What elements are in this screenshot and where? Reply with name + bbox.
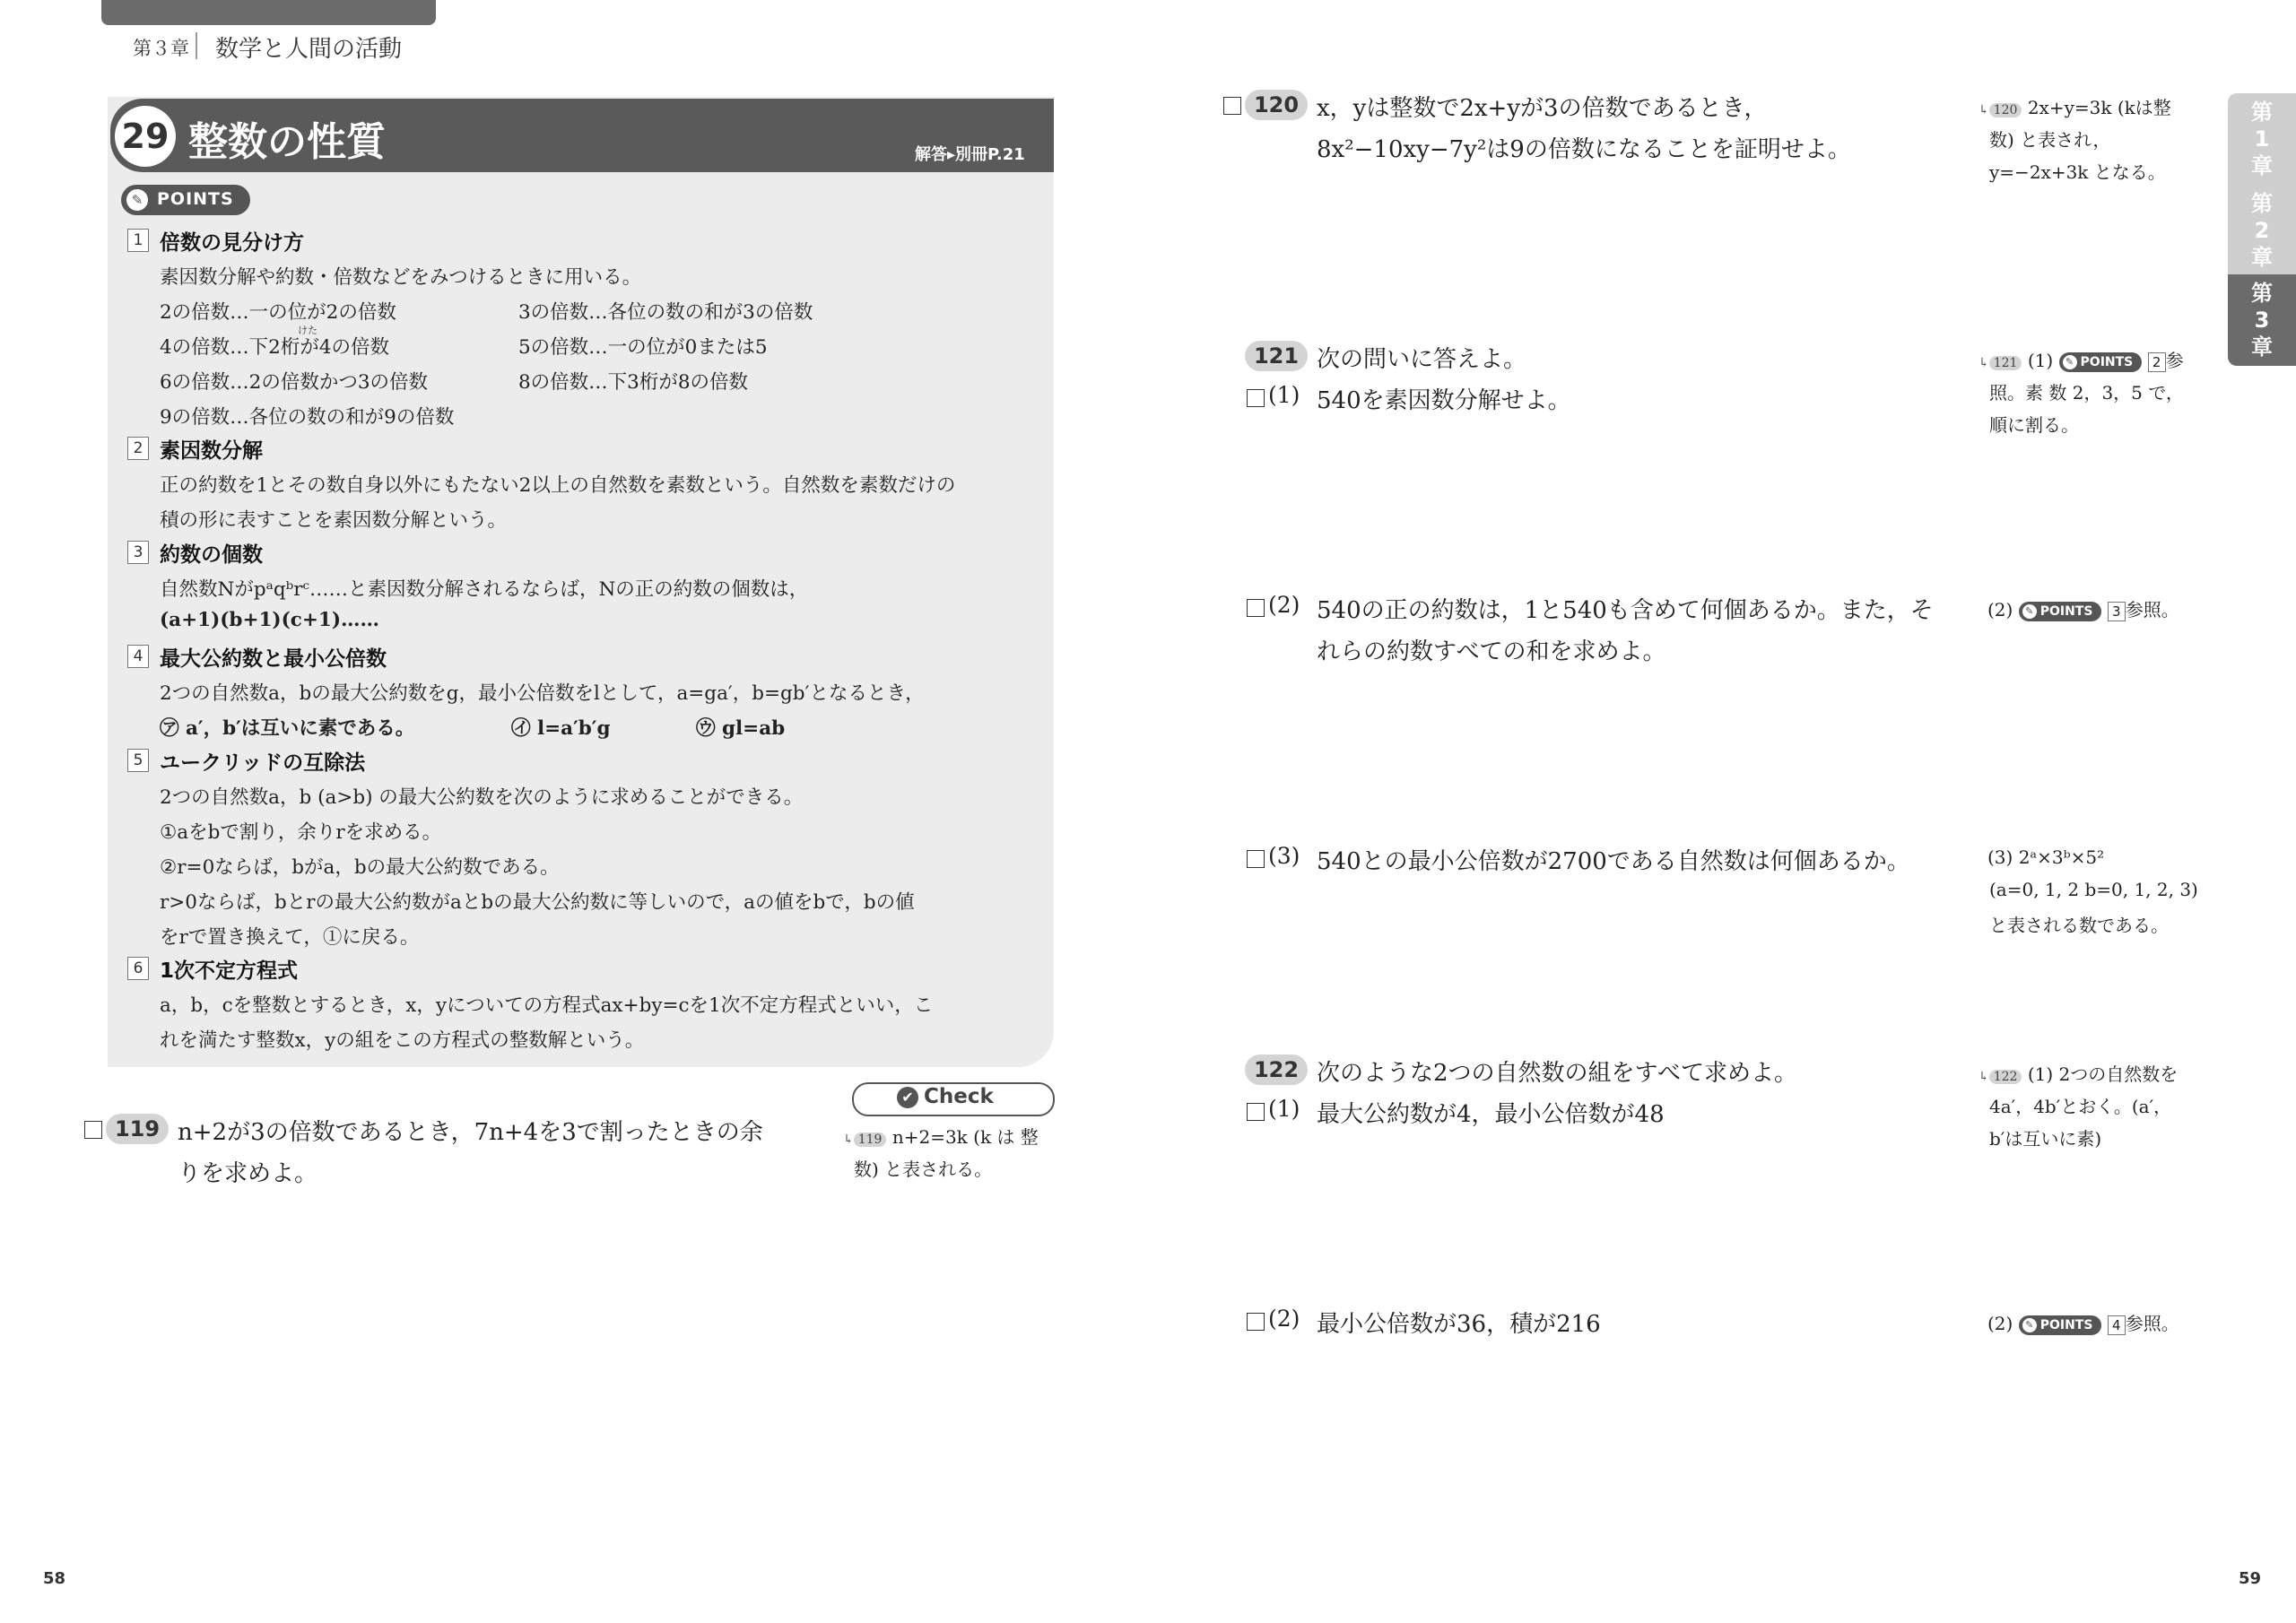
problem-text: x，yは整数で2x+yが3の倍数であるとき，: [1317, 95, 1768, 122]
hint-text: (1) 2つの自然数を: [2027, 1063, 2179, 1085]
points-label: POINTS: [157, 189, 234, 209]
hint-text: (a=0, 1, 2 b=0, 1, 2, 3): [1989, 879, 2198, 900]
subproblem-label: (3): [1268, 843, 1300, 869]
section-number-box: 3: [127, 541, 149, 564]
hint-text: 数) と表される。: [854, 1159, 993, 1180]
chapter-tab-label: 第3章: [2251, 281, 2273, 360]
points-formula: (a+1)(b+1)(c+1)……: [160, 609, 380, 631]
points-text: 3の倍数…各位の数の和が3の倍数: [518, 301, 813, 324]
hint-text: 照。素 数 2，3，5 で，: [1989, 382, 2184, 404]
points-formula: ㋒ gl=ab: [696, 717, 786, 740]
problem-number: 121: [1245, 341, 1308, 371]
problem-text: 540を素因数分解せよ。: [1317, 387, 1571, 414]
section-number-box: 6: [127, 957, 149, 980]
points-formula: ㋐ a′，b′は互いに素である。: [160, 717, 415, 740]
points-text: a，b，cを整数とするとき，x，yについての方程式ax+by=cを1次不定方程式といい，こ: [160, 994, 934, 1017]
points-mini-badge: [2059, 352, 2143, 372]
points-text: 自然数Nがpᵃqᵇrᶜ……と素因数分解されるならば，Nの正の約数の個数は，: [160, 578, 809, 601]
points-heading: 1次不定方程式: [160, 959, 299, 983]
section-number-box: 2: [127, 437, 149, 460]
pencil-icon: ✎: [2063, 355, 2077, 369]
points-text: ②r=0ならば，bがa，bの最大公約数である。: [160, 856, 560, 879]
hint-text: n+2=3k (k は 整: [891, 1126, 1039, 1148]
points-text: 6の倍数…2の倍数かつ3の倍数: [160, 371, 429, 394]
chapter-tab-1[interactable]: [2228, 93, 2296, 185]
section-number-box: 4: [127, 645, 149, 668]
pencil-icon: ✎: [2022, 1318, 2037, 1332]
section-title: 整数の性質: [188, 119, 386, 165]
hint-text: b′は互いに素): [1989, 1128, 2102, 1150]
checkbox[interactable]: [1247, 1103, 1265, 1121]
hint-ref-number: 119: [854, 1133, 887, 1147]
arrow-icon: ↳: [843, 1133, 854, 1147]
checkbox[interactable]: [1247, 389, 1265, 407]
pencil-icon: ✎: [126, 189, 148, 211]
pencil-icon: ✎: [2022, 604, 2037, 619]
points-text: 素因数分解や約数・倍数などをみつけるときに用いる。: [160, 266, 642, 289]
problem-number: 120: [1245, 90, 1308, 120]
chapter-label: 第３章: [133, 38, 189, 59]
section-number: 29: [115, 106, 176, 167]
ruby-text: けた: [298, 325, 317, 336]
hint-text: 参: [2165, 350, 2184, 371]
subproblem-label: (1): [1268, 382, 1300, 408]
header-bar: [101, 0, 436, 25]
points-text: r>0ならば，bとrの最大公約数がaとbの最大公約数に等しいので，aの値をbで，bの値: [160, 891, 915, 914]
chapter-tab-2[interactable]: [2228, 185, 2296, 276]
problem-text: 最大公約数が4，最小公倍数が48: [1317, 1101, 1665, 1128]
problem-text: 最小公倍数が36，積が216: [1317, 1311, 1601, 1338]
points-formula: ㋑ l=a′b′g: [511, 717, 611, 740]
hint-text: 順に割る。: [1989, 414, 2079, 436]
problem-text: n+2が3の倍数であるとき，7n+4を3で割ったときの余: [178, 1119, 763, 1146]
points-text: 2の倍数…一の位が2の倍数: [160, 301, 396, 324]
arrow-icon: ↳: [1979, 103, 1989, 117]
points-label: POINTS: [2039, 603, 2093, 619]
hint-text: 2x+y=3k (kは整: [2027, 97, 2171, 118]
subproblem-label: (1): [1268, 1096, 1300, 1122]
points-badge: [121, 185, 250, 215]
hint-text: 4a′，4b′とおく。(a′，: [1989, 1096, 2172, 1117]
hint-ref-number: 120: [1989, 103, 2022, 117]
chapter-tab-label: 第1章: [2251, 100, 2273, 178]
section-ref-box: 3: [2108, 602, 2126, 621]
section-ref-box: 2: [2148, 352, 2166, 372]
points-text: 9の倍数…各位の数の和が9の倍数: [160, 406, 455, 429]
points-heading: 最大公約数と最小公倍数: [160, 647, 387, 671]
checkbox[interactable]: [1247, 599, 1265, 617]
hint-text: 参照。: [2125, 1313, 2179, 1334]
chapter-tab-3[interactable]: [2228, 274, 2296, 366]
points-text: をrで置き換えて，①に戻る。: [160, 926, 420, 949]
points-heading: 素因数分解: [160, 439, 263, 463]
points-label: POINTS: [2080, 354, 2134, 369]
arrow-icon: ↳: [1979, 1070, 1989, 1084]
points-text: 8の倍数…下3桁が8の倍数: [518, 371, 749, 394]
points-heading: 約数の個数: [160, 543, 263, 567]
problem-text: 次の問いに答えよ。: [1317, 346, 1527, 373]
hint-text: (1): [2027, 350, 2054, 371]
problem-text: 8x²−10xy−7y²は9の倍数になることを証明せよ。: [1317, 136, 1851, 163]
points-heading: ユークリッドの互除法: [160, 751, 366, 775]
page-number-left: 58: [43, 1569, 66, 1588]
checkbox[interactable]: [1247, 1313, 1265, 1331]
checkbox[interactable]: [84, 1121, 102, 1139]
hint-text: y=−2x+3k となる。: [1989, 161, 2166, 183]
points-text: 積の形に表すことを素因数分解という。: [160, 509, 508, 532]
problem-text: 次のような2つの自然数の組をすべて求めよ。: [1317, 1060, 1798, 1087]
hint-text: (3) 2ᵃ×3ᵇ×5²: [1987, 846, 2105, 868]
points-text: 4の倍数…下2桁が4の倍数: [160, 336, 390, 359]
points-mini-badge: [2019, 1315, 2102, 1335]
check-badge: [852, 1082, 1055, 1116]
hint-ref-number: 122: [1989, 1070, 2022, 1084]
problem-number: 122: [1245, 1055, 1308, 1085]
problem-number: 119: [106, 1114, 169, 1144]
section-number-box: 5: [127, 749, 149, 772]
hint-text: 数) と表され，: [1989, 129, 2111, 151]
subproblem-label: (2): [1268, 1306, 1300, 1332]
subproblem-label: (2): [1268, 592, 1300, 618]
chapter-title: 数学と人間の活動: [215, 36, 403, 63]
problem-text: りを求めよ。: [178, 1160, 318, 1187]
hint-text: 参照。: [2125, 599, 2179, 621]
points-text: ①aをbで割り，余りrを求める。: [160, 821, 442, 844]
points-text: 5の倍数…一の位が0または5: [518, 336, 768, 359]
checkmark-icon: ✔: [897, 1087, 918, 1108]
checkbox[interactable]: [1247, 850, 1265, 868]
hint-text: (2): [1987, 599, 2013, 621]
page-number-right: 59: [2239, 1569, 2262, 1588]
divider: [196, 32, 197, 59]
problem-text: れらの約数すべての和を求めよ。: [1317, 638, 1666, 665]
points-mini-badge: [2019, 602, 2102, 621]
points-label: POINTS: [2039, 1317, 2093, 1332]
points-text: 正の約数を1とその数自身以外にもたない2以上の自然数を素数という。自然数を素数だけの: [160, 474, 956, 497]
points-text: 2つの自然数a，b (a>b) の最大公約数を次のように求めることができる。: [160, 786, 804, 809]
section-ref-box: 4: [2108, 1315, 2126, 1335]
problem-text: 540の正の約数は，1と540も含めて何個あるか。また，そ: [1317, 597, 1934, 624]
checkbox[interactable]: [1223, 97, 1241, 115]
check-label: Check: [924, 1085, 994, 1108]
points-text: れを満たす整数x，yの組をこの方程式の整数解という。: [160, 1029, 645, 1052]
hint-text: と表される数である。: [1989, 915, 2169, 936]
points-text: 2つの自然数a，bの最大公約数をg，最小公倍数をlとして，a=ga′，b=gb′となるとき，: [160, 682, 925, 705]
chapter-tab-label: 第2章: [2251, 191, 2273, 270]
hint-ref-number: 121: [1989, 356, 2022, 370]
section-number-box: 1: [127, 229, 149, 252]
problem-text: 540との最小公倍数が2700である自然数は何個あるか。: [1317, 848, 1910, 875]
hint-text: (2): [1987, 1313, 2013, 1334]
arrow-icon: ↳: [1979, 356, 1989, 370]
answer-reference: 解答▸別冊P.21: [915, 145, 1025, 164]
points-heading: 倍数の見分け方: [160, 231, 304, 255]
